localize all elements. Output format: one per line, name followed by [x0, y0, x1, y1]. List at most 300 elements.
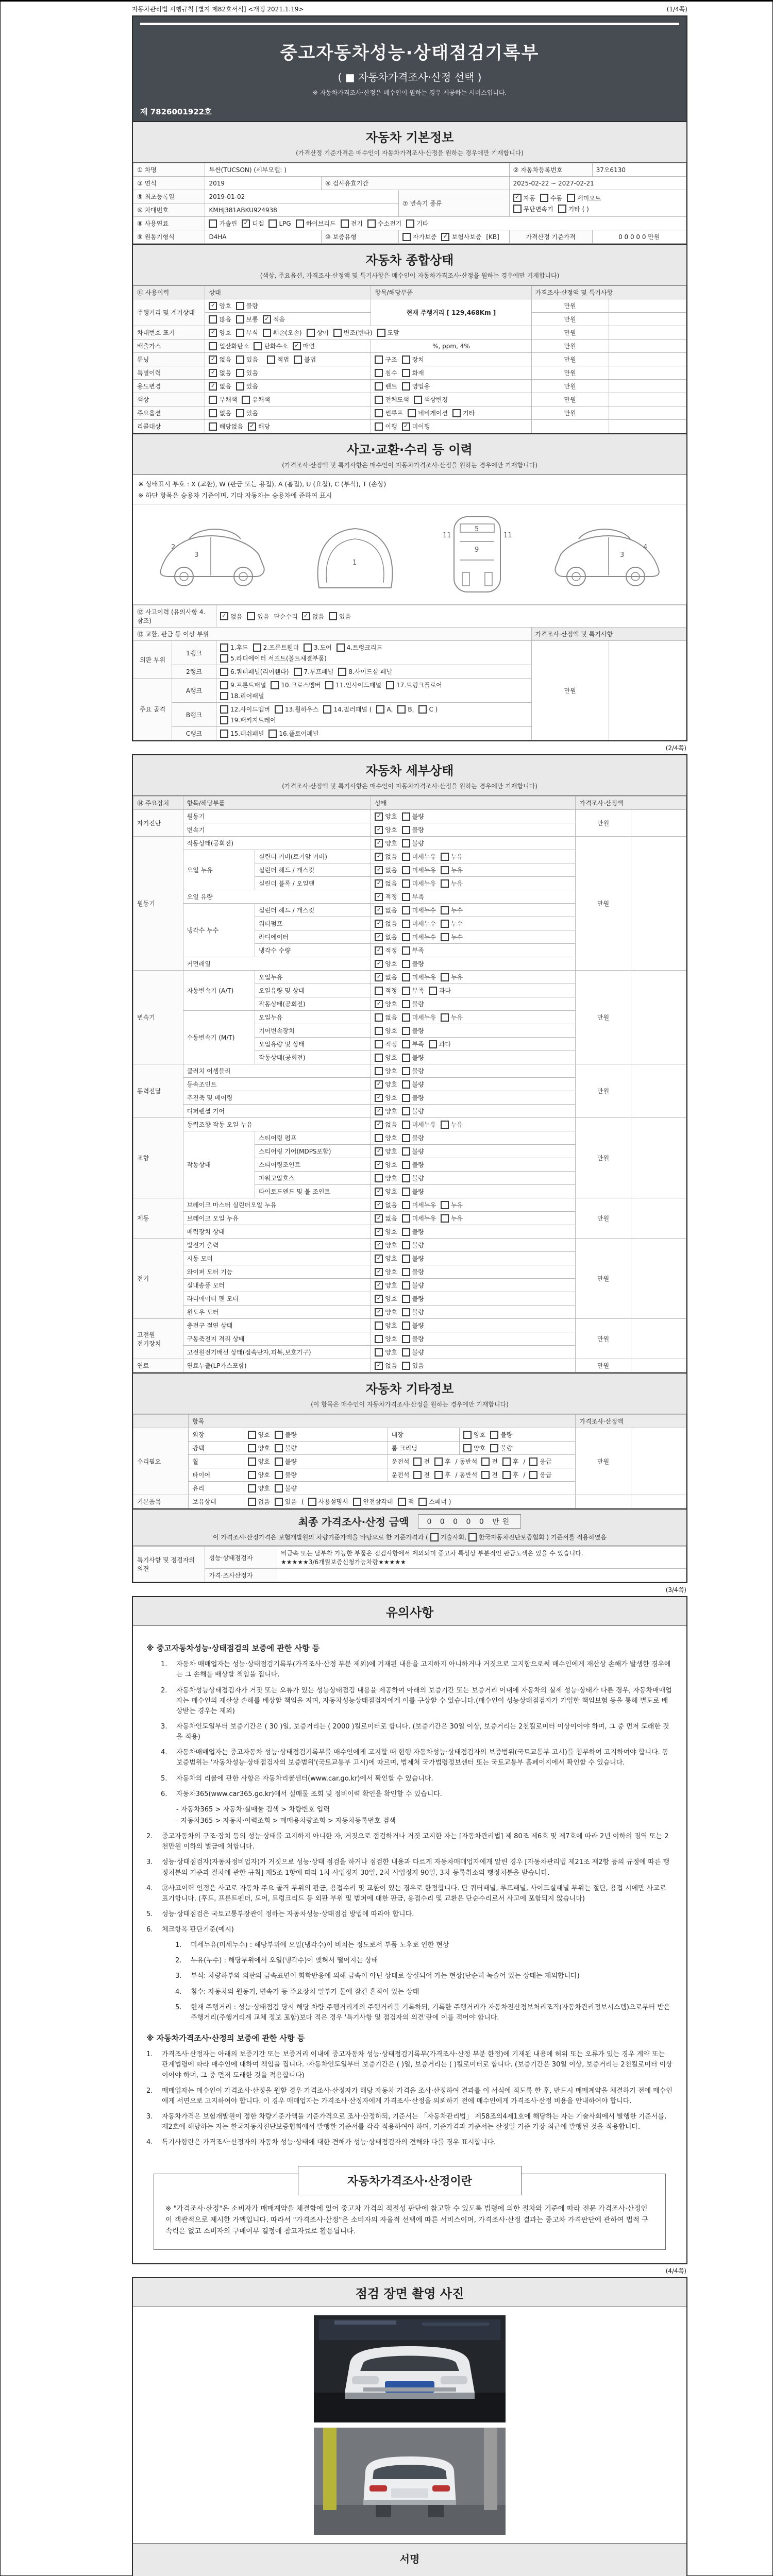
- table-cell: 와이퍼 모터 기능: [183, 1265, 371, 1279]
- checkbox-있음[interactable]: [247, 612, 255, 620]
- table-cell: [609, 406, 686, 420]
- table-cell: ⑤ 최초등록일: [133, 190, 205, 204]
- table-cell: [371, 823, 576, 837]
- checkbox-응급[interactable]: [529, 1471, 537, 1479]
- checkbox-구조[interactable]: [375, 355, 383, 364]
- checkbox-자가보증[interactable]: [402, 233, 411, 241]
- checkbox-양호[interactable]: [248, 1444, 256, 1452]
- checkbox-양호[interactable]: ✓: [375, 1188, 383, 1196]
- checkbox-양호[interactable]: [375, 1134, 383, 1142]
- notice-item-number: 5.: [175, 2003, 182, 2011]
- checkbox-4.트렁크리드[interactable]: [337, 643, 345, 652]
- checkbox-없음[interactable]: ✓: [375, 879, 383, 888]
- checkbox-해당[interactable]: ✓: [248, 422, 256, 431]
- checkbox-불량[interactable]: [275, 1444, 283, 1452]
- checkbox-불량[interactable]: [402, 1348, 410, 1357]
- checkbox-2.프론트휀더[interactable]: [253, 643, 261, 652]
- checkbox-이행[interactable]: [375, 422, 383, 431]
- checkbox-12.사이드멤버[interactable]: [220, 705, 228, 714]
- table-cell: [371, 1212, 576, 1225]
- checkbox-전[interactable]: [481, 1471, 490, 1479]
- checkbox-양호[interactable]: [463, 1444, 472, 1452]
- checkbox-불량[interactable]: [402, 1188, 410, 1196]
- checkbox-불량[interactable]: [402, 1241, 410, 1249]
- checkbox-장치[interactable]: [402, 355, 410, 364]
- checkbox-불량[interactable]: [402, 1228, 410, 1236]
- checkbox-미이행[interactable]: ✓: [402, 422, 410, 431]
- checkbox-없음[interactable]: ✓: [220, 612, 228, 620]
- checkbox-불량[interactable]: [402, 1335, 410, 1343]
- checkbox-누유[interactable]: [441, 879, 449, 888]
- checkbox-불량[interactable]: [402, 826, 410, 834]
- checkbox-label: 양호: [385, 960, 397, 968]
- checkbox-양호[interactable]: [375, 1174, 383, 1182]
- table-row: [133, 230, 686, 244]
- table-cell: [216, 605, 686, 628]
- checkbox-LPG[interactable]: [268, 219, 277, 228]
- checkbox-label: 장치: [412, 356, 424, 363]
- checkbox-썬루프[interactable]: [375, 409, 383, 417]
- table-cell: 특별이력: [133, 366, 205, 380]
- checkbox-누유[interactable]: [441, 866, 449, 874]
- checkbox-누유[interactable]: [441, 853, 449, 861]
- checkbox-A,[interactable]: [376, 705, 384, 714]
- table-cell: 성능·상태점검자: [205, 1547, 277, 1569]
- checkbox-없음[interactable]: [209, 409, 217, 417]
- checkbox-부족[interactable]: [402, 987, 410, 995]
- checkbox-가솔린[interactable]: [209, 219, 217, 228]
- table-cell: ⑥ 차대번호: [133, 204, 205, 217]
- checkbox-전기[interactable]: [341, 219, 349, 228]
- checkbox-label: 없음: [385, 907, 397, 914]
- checkbox-부족[interactable]: [402, 946, 410, 955]
- checkbox-미세누수[interactable]: [402, 920, 410, 928]
- checkbox-5.라디에이터 서포트(볼트체결부품)[interactable]: [220, 654, 228, 663]
- table-row: [133, 1415, 686, 1428]
- checkbox-양호[interactable]: ✓: [375, 1281, 383, 1290]
- checkbox-label: 없음: [219, 356, 231, 363]
- checkbox-미세누유[interactable]: [402, 879, 410, 888]
- table-row: [133, 628, 686, 641]
- checkbox-불량[interactable]: [275, 1484, 283, 1493]
- checkbox-적음[interactable]: ✓: [263, 315, 271, 324]
- checkbox-누유[interactable]: [441, 1214, 449, 1223]
- checkbox-미세누유[interactable]: [402, 1121, 410, 1129]
- checkbox-label: 양호: [474, 1431, 486, 1438]
- checkbox-label: 불량: [412, 1148, 424, 1155]
- checkbox-label: 있음: [339, 613, 351, 620]
- checkbox-불량[interactable]: [402, 1161, 410, 1169]
- checkbox-영업용[interactable]: [402, 382, 410, 391]
- checkbox-10.크로스멤버[interactable]: [271, 681, 279, 689]
- checkbox-스패너 )[interactable]: [418, 1498, 427, 1506]
- checkbox-6.쿼터패널(리어휀다)[interactable]: [220, 668, 228, 676]
- table-cell: 만원: [576, 1359, 631, 1372]
- checkbox-있음[interactable]: [402, 1362, 410, 1370]
- checkbox-후[interactable]: [434, 1458, 443, 1466]
- checkbox-18.리어패널[interactable]: [220, 692, 228, 700]
- checkbox-상이[interactable]: [307, 329, 315, 337]
- checkbox-무채색[interactable]: [209, 396, 217, 404]
- checkbox-탄화수소[interactable]: [254, 342, 262, 350]
- checkbox-누수[interactable]: [441, 920, 449, 928]
- table-row: [133, 393, 686, 406]
- check-group: [209, 315, 367, 324]
- page-number-2: (2/4쪽): [665, 744, 686, 752]
- checkbox-label: 미세누유: [412, 1201, 436, 1209]
- checkbox-양호[interactable]: ✓: [375, 826, 383, 834]
- checkbox-불량[interactable]: [490, 1431, 498, 1439]
- table-cell: 스티어링 기어(MDPS포함): [255, 1145, 371, 1158]
- checkbox-불량[interactable]: [402, 1027, 410, 1035]
- checkbox-양호[interactable]: ✓: [375, 1107, 383, 1115]
- panel-page1: [132, 15, 687, 741]
- checkbox-양호[interactable]: [248, 1484, 256, 1493]
- checkbox-불량[interactable]: [402, 1308, 410, 1316]
- checkbox-많음[interactable]: [209, 315, 217, 324]
- checkbox-불량[interactable]: [402, 1268, 410, 1276]
- table-cell: 실린더 헤드 / 개스킷: [255, 863, 371, 877]
- checkbox-보통[interactable]: [236, 315, 244, 324]
- table-cell: 튜닝: [133, 353, 205, 366]
- checkbox-8.사이드실 패널[interactable]: [338, 668, 346, 676]
- checkbox-없음[interactable]: ✓: [302, 612, 310, 620]
- checkbox-label: 없음: [219, 369, 231, 377]
- checkbox-label: 양호: [385, 1255, 397, 1262]
- table-cell: ② 자동차등록번호: [509, 163, 592, 177]
- check-group: [248, 1430, 384, 1439]
- checkbox-불량[interactable]: [275, 1431, 283, 1439]
- checkbox-전[interactable]: [481, 1458, 490, 1466]
- checkbox-양호[interactable]: ✓: [209, 329, 217, 337]
- checkbox-양호[interactable]: [375, 1348, 383, 1357]
- checkbox-11.인사이드패널[interactable]: [325, 681, 333, 689]
- checkbox-안전삼각대[interactable]: [353, 1498, 361, 1506]
- table-row: [133, 796, 686, 810]
- check-group: [375, 1294, 572, 1303]
- table-cell: A랭크: [172, 679, 216, 703]
- checkbox-수소전기[interactable]: [367, 219, 376, 228]
- final-price-band: [133, 1509, 686, 1546]
- checkbox-불법[interactable]: [294, 355, 302, 364]
- checkbox-양호[interactable]: [375, 1321, 383, 1330]
- checkbox-label: 양호: [219, 302, 231, 310]
- checkbox-기타[interactable]: [406, 219, 414, 228]
- checkbox-누수[interactable]: [441, 906, 449, 914]
- checkbox-미세누유[interactable]: [402, 866, 410, 874]
- check-group: [375, 959, 572, 968]
- checkbox-적정[interactable]: ✓: [375, 893, 383, 901]
- checkbox-디젤[interactable]: ✓: [242, 219, 250, 228]
- checkbox-양호[interactable]: ✓: [375, 1000, 383, 1008]
- checkbox-양호[interactable]: [375, 1335, 383, 1343]
- table-cell: 등속조인트: [183, 1078, 371, 1091]
- checkbox-미세누수[interactable]: [402, 933, 410, 941]
- table-cell: 발전기 출력: [183, 1239, 371, 1252]
- checkbox-누유[interactable]: [441, 1201, 449, 1209]
- checkbox-양호[interactable]: ✓: [375, 1147, 383, 1156]
- checkbox-양호[interactable]: ✓: [375, 1255, 383, 1263]
- checkbox-없음[interactable]: ✓: [375, 1121, 383, 1129]
- checkbox-16.플로어패널[interactable]: [268, 730, 277, 738]
- checkbox-B,[interactable]: [397, 705, 406, 714]
- checkbox-없음[interactable]: ✓: [375, 853, 383, 861]
- checkbox-한국자동차진단보증협회[interactable]: [468, 1533, 477, 1541]
- checkbox-label: 불량: [284, 1485, 297, 1492]
- checkbox-label: 도말: [387, 329, 399, 336]
- checkbox-14.필러패널 ([interactable]: [323, 705, 331, 714]
- checkbox-label: 미세누유: [412, 853, 436, 860]
- checkbox-과다[interactable]: [429, 1040, 437, 1048]
- checkbox-적정[interactable]: [375, 1040, 383, 1048]
- checkbox-label: 없음: [312, 613, 324, 620]
- checkbox-부족[interactable]: [402, 1040, 410, 1048]
- checkbox-미세누수[interactable]: [402, 906, 410, 914]
- checkbox-있음[interactable]: [236, 369, 244, 377]
- checkbox-불량[interactable]: [402, 1321, 410, 1330]
- checkbox-양호[interactable]: ✓: [375, 1308, 383, 1316]
- checkbox-7.루프패널[interactable]: [294, 668, 302, 676]
- checkbox-기술사회[interactable]: [430, 1533, 439, 1541]
- check-group: [209, 368, 367, 377]
- table-cell: [205, 393, 371, 406]
- checkbox-9.프론트패널[interactable]: [220, 681, 228, 689]
- table-cell: 용도변경: [133, 380, 205, 393]
- checkbox-불량[interactable]: [402, 1107, 410, 1115]
- checkbox-불량[interactable]: [402, 1134, 410, 1142]
- checkbox-무단변속기[interactable]: [513, 205, 522, 213]
- checkbox-양호[interactable]: ✓: [375, 1228, 383, 1236]
- check-group: [220, 705, 528, 724]
- checkbox-불량[interactable]: [402, 1094, 410, 1102]
- checkbox-불량[interactable]: [490, 1444, 498, 1452]
- checkbox-label: 양호: [385, 1282, 397, 1289]
- checkbox-미세누유[interactable]: [402, 973, 410, 981]
- checkbox-네비게이션[interactable]: [408, 409, 416, 417]
- table-cell: [371, 1346, 576, 1359]
- checkbox-훼손(오손)[interactable]: [263, 329, 271, 337]
- checkbox-누유[interactable]: [441, 1121, 449, 1129]
- checkbox-후[interactable]: [434, 1471, 443, 1479]
- checkbox-불량[interactable]: [402, 1067, 410, 1075]
- checkbox-세미오토[interactable]: [567, 194, 575, 202]
- checkbox-label: 누유: [450, 1215, 463, 1222]
- checkbox-양호[interactable]: ✓: [209, 302, 217, 310]
- checkbox-있음[interactable]: [275, 1498, 283, 1506]
- checkbox-후[interactable]: [502, 1458, 511, 1466]
- notice-item-number: 2.: [175, 1957, 182, 1965]
- checkbox-3.도어[interactable]: [304, 643, 312, 652]
- checkbox-label: 17.트렁크플로어: [396, 682, 442, 689]
- notice-item: [146, 2112, 673, 2132]
- checkbox-부식[interactable]: [236, 329, 244, 337]
- checkbox-없음[interactable]: ✓: [375, 933, 383, 941]
- checkbox-없음[interactable]: ✓: [375, 1214, 383, 1223]
- checkbox-label: 보통: [246, 316, 258, 323]
- checkbox-일산화탄소[interactable]: [209, 342, 217, 350]
- checkbox-label: 불량: [412, 960, 424, 968]
- checkbox-불량[interactable]: [402, 1281, 410, 1290]
- checkbox-불량[interactable]: [402, 1255, 410, 1263]
- checkbox-없음[interactable]: ✓: [209, 382, 217, 391]
- checkbox-적정[interactable]: ✓: [375, 946, 383, 955]
- checkbox-19.패키지트레이[interactable]: [220, 716, 228, 724]
- checkbox-미세누유[interactable]: [402, 853, 410, 861]
- checkbox-불량[interactable]: [402, 1295, 410, 1303]
- checkbox-사용설명서[interactable]: [308, 1498, 316, 1506]
- checkbox-누유[interactable]: [441, 1013, 449, 1022]
- checkbox-도말[interactable]: [377, 329, 385, 337]
- checkbox-label: 12.사이드멤버: [230, 706, 270, 713]
- checkbox-label: 없음: [385, 1215, 397, 1222]
- check-text: (: [301, 1498, 304, 1505]
- checkbox-label: 해당없음: [219, 423, 243, 430]
- checkbox-해당없음[interactable]: [209, 422, 217, 431]
- checkbox-15.대쉬패널[interactable]: [220, 730, 228, 738]
- table-row: [133, 1547, 686, 1569]
- checkbox-없음[interactable]: ✓: [375, 1362, 383, 1370]
- checkbox-없음[interactable]: ✓: [209, 355, 217, 364]
- checkbox-없음[interactable]: ✓: [375, 973, 383, 981]
- notice-item: [146, 2086, 673, 2107]
- checkbox-있음[interactable]: [236, 409, 244, 417]
- checkbox-보험사보증[interactable]: ✓: [441, 233, 449, 241]
- checkbox-과다[interactable]: [429, 987, 437, 995]
- checkbox-불량[interactable]: [402, 1054, 410, 1062]
- checkbox-양호[interactable]: [375, 1067, 383, 1075]
- checkbox-양호[interactable]: [375, 1054, 383, 1062]
- table-cell: [371, 1172, 576, 1185]
- checkbox-양호[interactable]: [248, 1471, 256, 1479]
- table-cell: [631, 810, 686, 837]
- table-cell: 실내송풍 모터: [183, 1279, 371, 1292]
- checkbox-없음[interactable]: ✓: [375, 906, 383, 914]
- checkbox-미세누유[interactable]: [402, 1214, 410, 1223]
- check-group: [375, 1334, 572, 1343]
- checkbox-불량[interactable]: [402, 839, 410, 848]
- checkbox-label: 하이브리드: [306, 220, 336, 227]
- checkbox-불량[interactable]: [275, 1458, 283, 1466]
- table-cell: [388, 1455, 576, 1468]
- table-cell: 고전원 전기장치: [133, 1319, 183, 1359]
- checkbox-적정[interactable]: [375, 987, 383, 995]
- checkbox-불량[interactable]: [402, 1147, 410, 1156]
- checkbox-수동[interactable]: [540, 194, 548, 202]
- checkbox-적법[interactable]: [267, 355, 275, 364]
- table-cell: [371, 984, 576, 997]
- checkbox-변조(변타)[interactable]: [333, 329, 342, 337]
- checkbox-13.휠하우스[interactable]: [275, 705, 283, 714]
- checkbox-양호[interactable]: ✓: [375, 839, 383, 848]
- checkbox-양호[interactable]: ✓: [375, 1094, 383, 1102]
- checkbox-전체도색[interactable]: [375, 396, 383, 404]
- notice-item: [146, 1857, 673, 1878]
- checkbox-기타[interactable]: [452, 409, 461, 417]
- checkbox-label: 해당: [258, 423, 271, 430]
- table-cell: [371, 1252, 576, 1265]
- check-text: 운전석: [391, 1458, 410, 1465]
- checkbox-1.후드[interactable]: [220, 643, 228, 652]
- checkbox-렌트[interactable]: [375, 382, 383, 391]
- checkbox-하이브리드[interactable]: [296, 219, 304, 228]
- checkbox-있음[interactable]: [236, 355, 244, 364]
- checkbox-양호[interactable]: ✓: [375, 1268, 383, 1276]
- checkbox-유채색[interactable]: [242, 396, 250, 404]
- checkbox-양호[interactable]: ✓: [375, 1161, 383, 1169]
- final-price-note-post: ) 기준서를 적용하였음: [546, 1534, 607, 1541]
- checkbox-전[interactable]: [413, 1458, 422, 1466]
- table-cell: 시동 모터: [183, 1252, 371, 1265]
- notice-item-number: 4.: [161, 1749, 167, 1757]
- checkbox-불량[interactable]: [402, 1000, 410, 1008]
- checkbox-자동[interactable]: ✓: [513, 194, 522, 202]
- checkbox-없음[interactable]: ✓: [375, 920, 383, 928]
- checkbox-불량[interactable]: [402, 812, 410, 821]
- checkbox-후[interactable]: [502, 1471, 511, 1479]
- table-cell: [244, 1428, 388, 1442]
- checkbox-전[interactable]: [413, 1471, 422, 1479]
- checkbox-불량[interactable]: [402, 1080, 410, 1089]
- table-cell: 제동: [133, 1198, 183, 1239]
- checkbox-없음[interactable]: [248, 1498, 256, 1506]
- checkbox-없음[interactable]: ✓: [375, 866, 383, 874]
- checkbox-양호[interactable]: ✓: [375, 1080, 383, 1089]
- checkbox-매연[interactable]: ✓: [293, 342, 301, 350]
- checkbox-응급[interactable]: [529, 1458, 537, 1466]
- section-accident-title: 사고·교환·수리 등 이력: [347, 443, 473, 457]
- checkbox-누수[interactable]: [441, 933, 449, 941]
- checkbox-잭[interactable]: [398, 1498, 406, 1506]
- checkbox-양호[interactable]: ✓: [375, 960, 383, 968]
- checkbox-없음[interactable]: ✓: [209, 369, 217, 377]
- checkbox-불량[interactable]: [275, 1471, 283, 1479]
- checkbox-누유[interactable]: [441, 973, 449, 981]
- checkbox-미세누유[interactable]: [402, 1201, 410, 1209]
- checkbox-미세누유[interactable]: [402, 1013, 410, 1022]
- checkbox-기타 ( )[interactable]: [558, 205, 566, 213]
- checkbox-양호[interactable]: [375, 1027, 383, 1035]
- checkbox-불량[interactable]: [402, 960, 410, 968]
- check-group: [375, 1227, 572, 1236]
- table-cell: [631, 1239, 686, 1319]
- section-etc-sub: (이 항목은 매수인이 자동차가격조사·산정을 원하는 경우에만 기재합니다): [311, 1401, 509, 1408]
- checkbox-양호[interactable]: [248, 1431, 256, 1439]
- checkbox-C )[interactable]: [418, 705, 427, 714]
- inspection-photos: [133, 2307, 686, 2544]
- checkbox-불량[interactable]: [402, 1174, 410, 1182]
- checkbox-양호[interactable]: ✓: [375, 1295, 383, 1303]
- checkbox-화재[interactable]: [402, 369, 410, 377]
- checkbox-17.트렁크플로어[interactable]: [386, 681, 394, 689]
- checkbox-양호[interactable]: ✓: [375, 1241, 383, 1249]
- checkbox-없음[interactable]: ✓: [375, 1201, 383, 1209]
- checkbox-label: 침수: [385, 369, 397, 377]
- checkbox-없음[interactable]: [375, 1013, 383, 1022]
- checkbox-부족[interactable]: [402, 893, 410, 901]
- table-cell: 연료누출(LP가스포함): [183, 1359, 371, 1372]
- checkbox-양호[interactable]: [248, 1458, 256, 1466]
- notice-item: [161, 1789, 673, 1800]
- checkbox-있음[interactable]: [236, 382, 244, 391]
- checkbox-있음[interactable]: [329, 612, 337, 620]
- checkbox-양호[interactable]: ✓: [375, 812, 383, 821]
- checkbox-색상변경[interactable]: [414, 396, 422, 404]
- table-cell: 만원: [531, 380, 609, 393]
- checkbox-label: 미세누수: [412, 907, 436, 914]
- checkbox-침수[interactable]: [375, 369, 383, 377]
- checkbox-불량[interactable]: [236, 302, 244, 310]
- checkbox-양호[interactable]: [463, 1431, 472, 1439]
